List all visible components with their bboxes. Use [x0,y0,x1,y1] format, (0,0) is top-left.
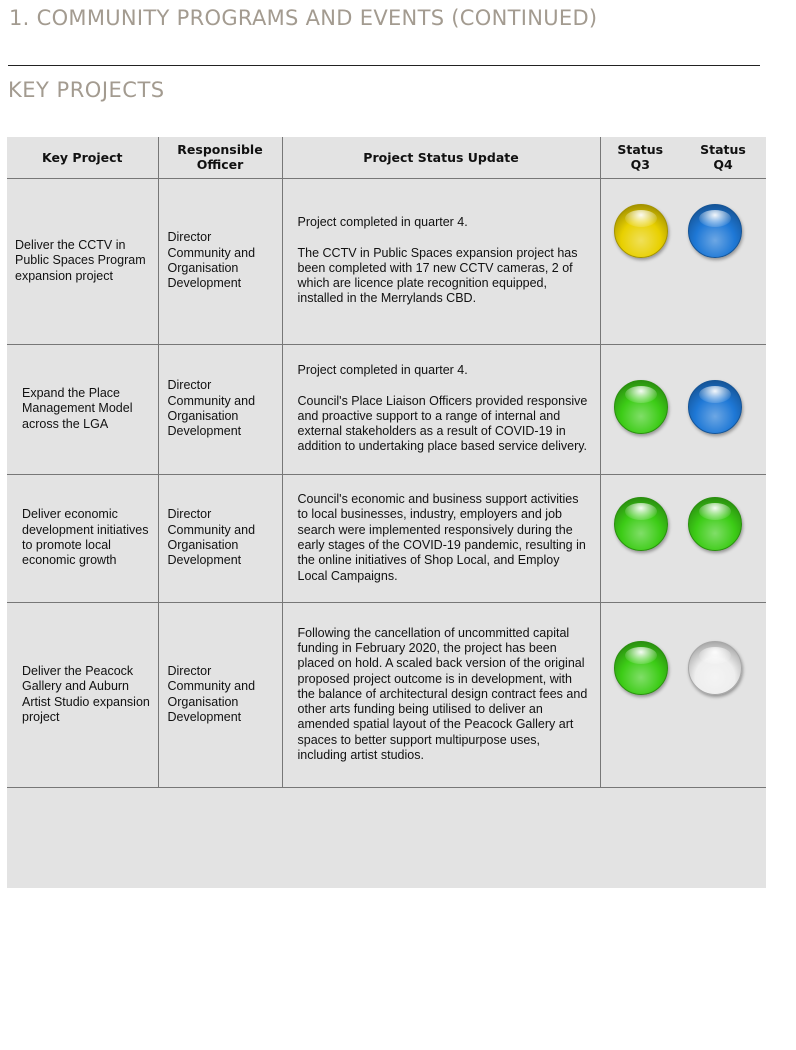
status-q3-cell [600,474,680,602]
header-q4-line2: Q4 [713,157,733,173]
header-officer-line1: Responsible [177,142,263,158]
section-title: 1. COMMUNITY PROGRAMS AND EVENTS (CONTINUED) [9,6,598,30]
status-q4-cell [680,178,766,344]
status-update-paragraph: Council's economic and business support activities to local businesses, industry, employers and job search were implemented responsively during the early stages of the COVID-19 pandemic, resulting in the online initiatives of Shop Local, and Employ Local Campaigns. [297,492,586,583]
status-update-cell [282,178,600,344]
header-q4-line1: Status [700,142,746,158]
officer-cell: Director Community and Organisation Development [158,344,282,474]
status-q4-cell [680,602,766,787]
status-update-paragraph: Project completed in quarter 4. [297,215,468,230]
key-project-cell: Deliver the CCTV in Public Spaces Program expansion project [7,178,158,344]
key-projects-heading: KEY PROJECTS [8,78,165,102]
key-projects-panel [7,137,766,888]
status-update-cell [282,474,600,602]
status-indicator-icon [614,380,668,434]
table-row [7,474,766,602]
key-project-cell: Expand the Place Management Model across the LGA [7,344,158,474]
table-row [7,178,766,344]
header-q3-line2: Q3 [630,157,650,173]
status-update-paragraph: Following the cancellation of uncommitted capital funding in February 2020, the project has been placed on hold. A scaled back version of the original proposed project outcome is in development, with the balance of architectural design contract fees and other arts funding being utilised to deliver an amended spatial layout of the Peacock Gallery art spaces to better support multipurpose uses, including artist studios. [297,625,588,763]
status-indicator-icon [688,497,742,551]
status-q4-cell [680,474,766,602]
header-key-project: Key Project [7,137,158,178]
status-update-paragraph: The CCTV in Public Spaces expansion project has been completed with 17 new CCTV cameras, 2 of which are licence plate recognition equipped, installed in the Merrylands CBD. [297,245,578,306]
status-indicator-icon [614,497,668,551]
status-update-cell [282,602,600,787]
status-indicator-icon [688,204,742,258]
status-update-paragraph: Council's Place Liaison Officers provided responsive and proactive support to a range of internal and external stakeholders as a result of COVID-19 in addition to undertaking place based service delivery. [297,393,588,454]
table-row [7,344,766,474]
officer-cell: Director Community and Organisation Development [158,602,282,787]
officer-cell: Director Community and Organisation Development [158,474,282,602]
table-header-row [7,137,766,178]
status-indicator-icon [688,380,742,434]
key-project-cell: Deliver the Peacock Gallery and Auburn Artist Studio expansion project [7,602,158,787]
header-status-q3 [600,137,680,178]
header-status-update: Project Status Update [282,137,600,178]
header-status-q4 [680,137,766,178]
officer-cell: Director Community and Organisation Development [158,178,282,344]
status-q3-cell [600,602,680,787]
status-q3-cell [600,178,680,344]
header-officer-line2: Officer [196,157,244,173]
key-projects-table [7,137,766,788]
header-responsible-officer [158,137,282,178]
status-update-paragraph: Project completed in quarter 4. [297,363,468,378]
header-q3-line1: Status [617,142,664,158]
status-q4-cell [680,344,766,474]
status-indicator-icon [688,641,742,695]
status-q3-cell [600,344,680,474]
table-row [7,602,766,787]
title-divider [8,65,760,66]
key-project-cell: Deliver economic development initiatives to promote local economic growth [7,474,158,602]
status-indicator-icon [614,204,668,258]
status-indicator-icon [614,641,668,695]
status-update-cell [282,344,600,474]
